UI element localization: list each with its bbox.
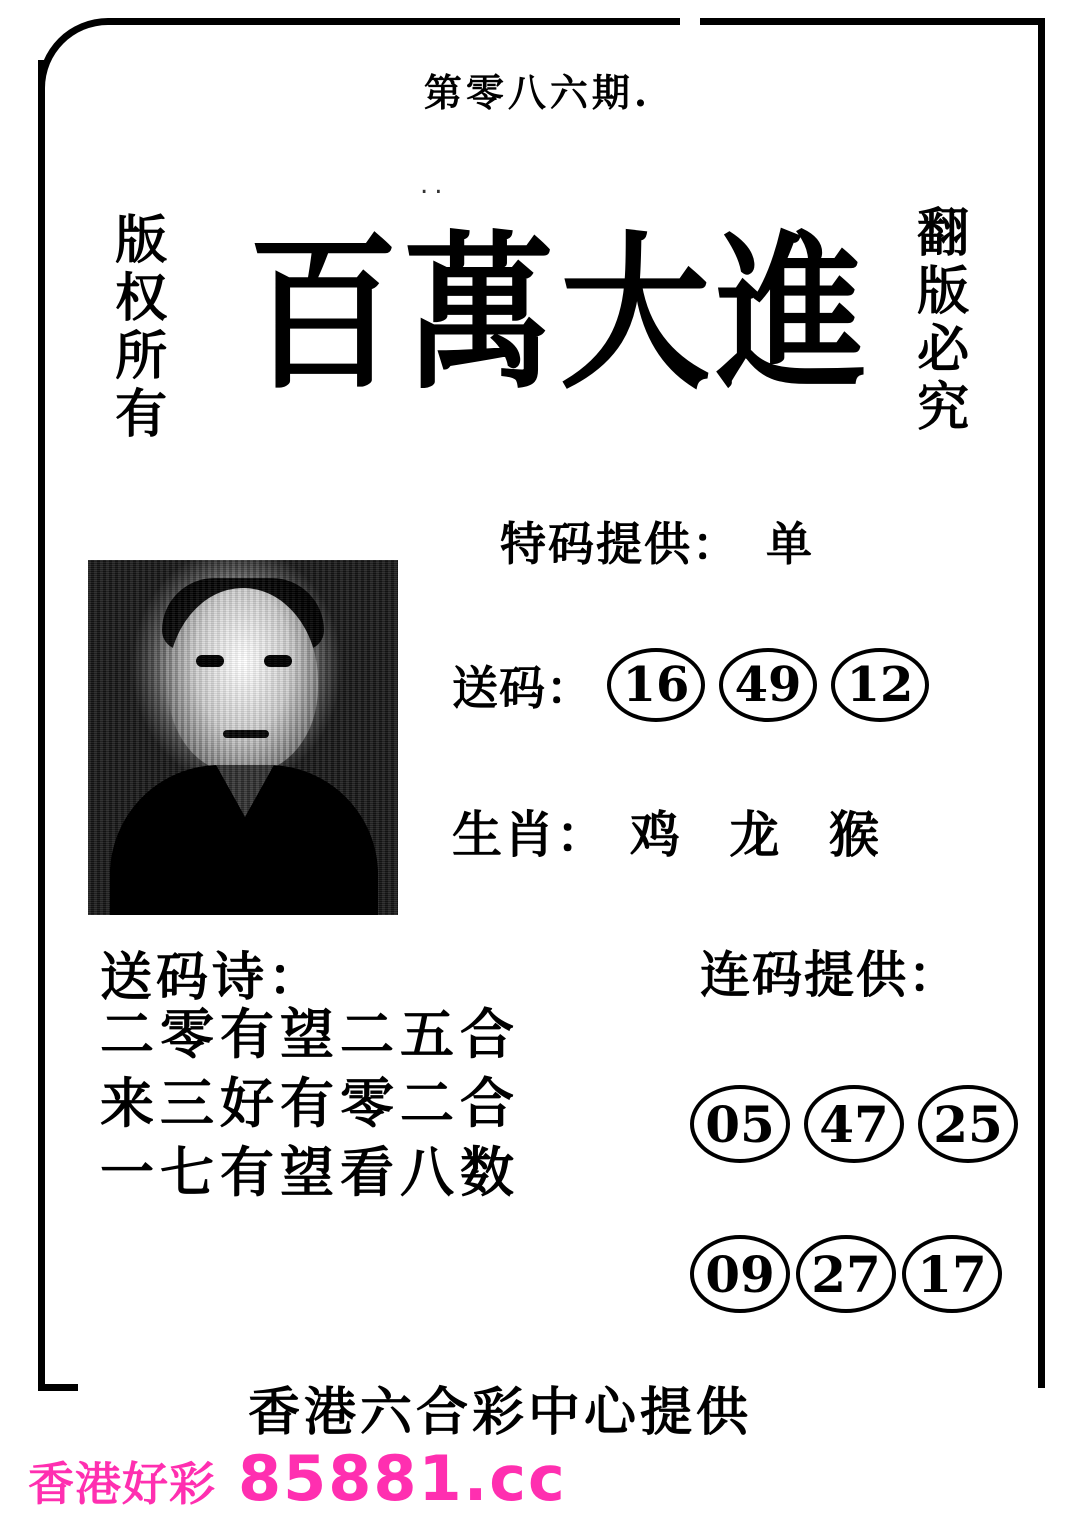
brand-name: 香港好彩: [28, 1457, 216, 1511]
footer-center-text: 香港六合彩中心提供: [247, 1382, 752, 1443]
lian-ma-ball: 09: [690, 1235, 790, 1313]
special-code-label: 特码提供：: [500, 517, 740, 571]
send-code-row: [452, 648, 929, 722]
lian-ma-ball: 47: [804, 1085, 904, 1163]
send-code-label: 送码：: [452, 661, 593, 715]
special-code-value: 单: [766, 517, 814, 571]
send-code-ball: 49: [719, 648, 817, 722]
lian-ma-row-2: [690, 1235, 1008, 1313]
lian-ma-ball: 05: [690, 1085, 790, 1163]
frame-top-right-segment: [700, 18, 1045, 25]
zodiac-row: [452, 795, 895, 867]
brand-url: 85881.cc: [238, 1442, 567, 1515]
copyright-left-vertical: 版权所有: [105, 212, 167, 444]
poem-line: 来三好有零二合: [100, 1071, 520, 1136]
send-code-ball: 16: [607, 648, 705, 722]
portrait-noise: [88, 560, 398, 915]
poem-line: 一七有望看八数: [100, 1140, 520, 1205]
lian-ma-ball: 27: [796, 1235, 896, 1313]
poem-title: 送码诗：: [100, 947, 325, 1008]
send-code-ball: 12: [831, 648, 929, 722]
zodiac-label: 生肖：: [452, 805, 608, 864]
lian-ma-ball: 17: [902, 1235, 1002, 1313]
frame-top-left-segment: [120, 18, 680, 25]
page-title: 百萬大進: [247, 215, 872, 413]
poem-lines: [100, 1000, 520, 1207]
frame-left-edge: [38, 60, 45, 1390]
special-code-line: [500, 508, 814, 574]
portrait-photo: [88, 560, 398, 915]
footer-brand: [28, 1442, 567, 1515]
poem-line: 二零有望二五合: [100, 1002, 520, 1066]
zodiac-animals: 鸡 龙 猴: [630, 805, 895, 864]
decorative-dots: ..: [420, 170, 449, 200]
frame-right-edge: [1038, 18, 1045, 1388]
issue-number: 第零八六期.: [423, 70, 652, 115]
lian-ma-row-1: [690, 1085, 1032, 1163]
lian-ma-ball: 25: [918, 1085, 1018, 1163]
lian-ma-title: 连码提供：: [700, 945, 960, 1004]
copyright-right-vertical: 翻版必究: [907, 205, 969, 437]
